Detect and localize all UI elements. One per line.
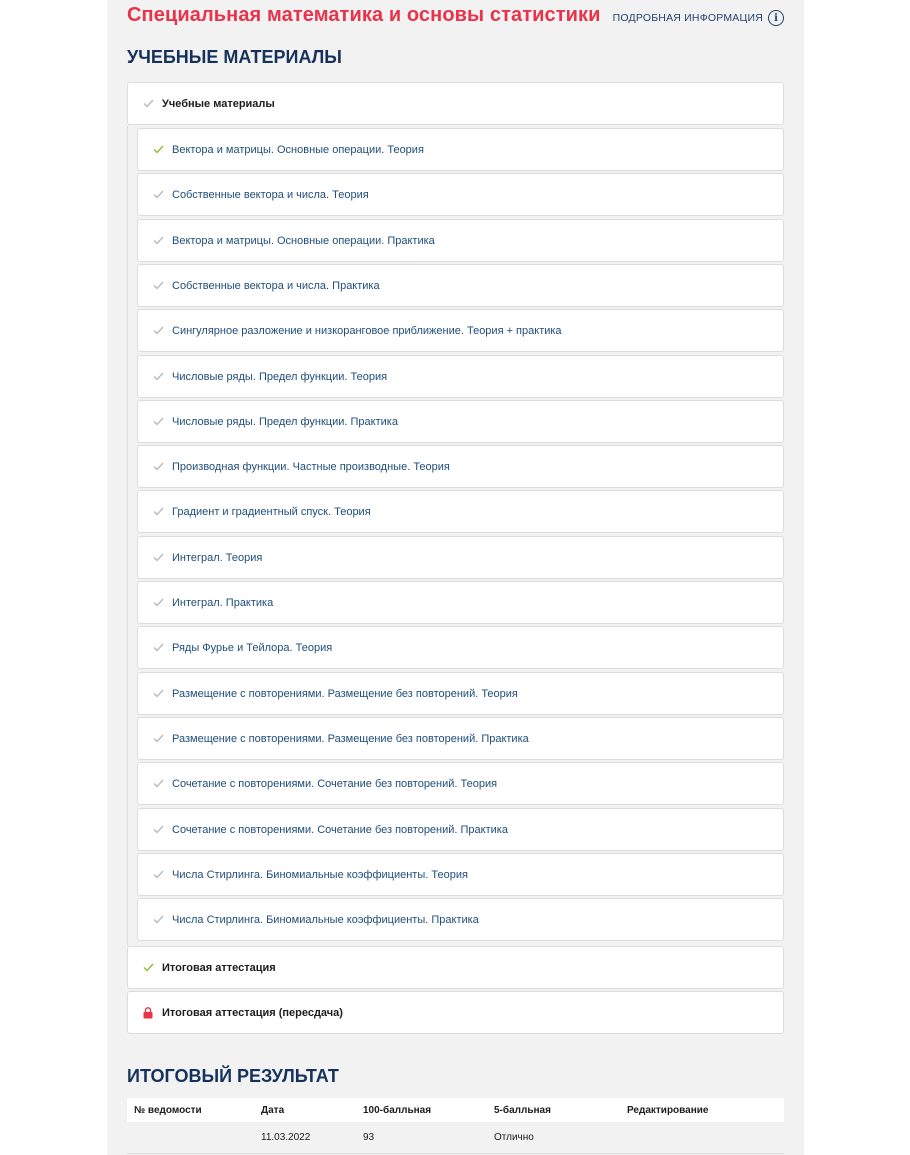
material-item-label: Числовые ряды. Предел функции. Теория: [172, 370, 388, 383]
course-page: [107, 0, 804, 1155]
material-item[interactable]: [137, 626, 784, 669]
material-item-label: Собственные вектора и числа. Практика: [172, 279, 380, 292]
table-cell-date: 11.03.2022: [261, 1132, 311, 1143]
check-icon: [152, 643, 164, 652]
material-item[interactable]: [137, 445, 784, 488]
column-header: 5-балльная: [494, 1104, 551, 1116]
check-icon: [152, 462, 164, 471]
check-icon: [152, 281, 164, 290]
submenu-guide-line: [127, 126, 128, 946]
final-attestation-label: Итоговая аттестация: [162, 961, 276, 974]
material-item[interactable]: [137, 762, 784, 805]
column-header: № ведомости: [134, 1104, 202, 1116]
table-cell-grade-5: Отлично: [494, 1132, 534, 1143]
material-item-label: Вектора и матрицы. Основные операции. Теория: [172, 143, 424, 156]
materials-group-row[interactable]: [127, 82, 784, 125]
column-header: 100-балльная: [363, 1104, 432, 1116]
check-icon: [152, 372, 164, 381]
check-icon: [152, 598, 164, 607]
material-item-label: Сочетание с повторениями. Сочетание без повторений. Практика: [172, 823, 508, 836]
column-header: Дата: [261, 1104, 285, 1116]
check-icon: [152, 779, 164, 788]
check-icon: [152, 190, 164, 199]
materials-group-label: Учебные материалы: [162, 97, 275, 110]
material-item[interactable]: [137, 581, 784, 624]
table-cell-score-100: 93: [363, 1132, 375, 1143]
result-table: [127, 1098, 784, 1154]
result-table-header: [127, 1098, 784, 1122]
material-item-label: Интеграл. Теория: [172, 551, 263, 564]
material-item[interactable]: [137, 536, 784, 579]
course-title: Специальная математика и основы статистики: [127, 4, 601, 26]
retake-attestation-label: Итоговая аттестация (пересдача): [162, 1006, 343, 1019]
check-icon: [152, 734, 164, 743]
check-icon: [152, 326, 164, 335]
material-item-label: Сингулярное разложение и низкоранговое приближение. Теория + практика: [172, 324, 562, 337]
material-item-label: Сочетание с повторениями. Сочетание без повторений. Теория: [172, 777, 498, 790]
check-icon: [142, 963, 154, 972]
check-icon: [152, 689, 164, 698]
info-icon[interactable]: i: [768, 10, 784, 26]
material-item[interactable]: [137, 128, 784, 171]
material-item[interactable]: [137, 400, 784, 443]
material-item[interactable]: [137, 264, 784, 307]
retake-attestation-row[interactable]: [127, 991, 784, 1034]
material-item[interactable]: [137, 219, 784, 262]
check-icon: [152, 870, 164, 879]
material-item-label: Ряды Фурье и Тейлора. Теория: [172, 641, 333, 654]
check-icon: [152, 507, 164, 516]
material-item-label: Собственные вектора и числа. Теория: [172, 188, 369, 201]
result-section-title: ИТОГОВЫЙ РЕЗУЛЬТАТ: [127, 1066, 339, 1086]
table-row: [127, 1122, 784, 1154]
check-icon: [152, 236, 164, 245]
material-item-label: Интеграл. Практика: [172, 596, 274, 609]
material-item-label: Числа Стирлинга. Биномиальные коэффициенты. Практика: [172, 913, 479, 926]
details-link-label[interactable]: ПОДРОБНАЯ ИНФОРМАЦИЯ: [612, 12, 763, 24]
material-item-label: Размещение с повторениями. Размещение без повторений. Практика: [172, 732, 529, 745]
material-item-label: Градиент и градиентный спуск. Теория: [172, 505, 371, 518]
lock-icon: [142, 1007, 154, 1019]
column-header: Редактирование: [627, 1104, 709, 1116]
final-attestation-row[interactable]: [127, 946, 784, 989]
material-item[interactable]: [137, 672, 784, 715]
material-item[interactable]: [137, 490, 784, 533]
details-link[interactable]: [613, 10, 784, 26]
check-icon: [152, 553, 164, 562]
material-item[interactable]: [137, 309, 784, 352]
check-icon: [152, 915, 164, 924]
material-item[interactable]: [137, 355, 784, 398]
material-item-label: Вектора и матрицы. Основные операции. Практика: [172, 234, 435, 247]
material-item-label: Размещение с повторениями. Размещение без повторений. Теория: [172, 687, 518, 700]
material-item-label: Производная функции. Частные производные. Теория: [172, 460, 450, 473]
check-icon: [152, 145, 164, 154]
material-item-label: Числовые ряды. Предел функции. Практика: [172, 415, 398, 428]
course-header: [127, 0, 784, 36]
material-item[interactable]: [137, 173, 784, 216]
check-icon: [152, 825, 164, 834]
material-item-label: Числа Стирлинга. Биномиальные коэффициенты. Теория: [172, 868, 468, 881]
material-item[interactable]: [137, 717, 784, 760]
check-icon: [142, 99, 154, 108]
check-icon: [152, 417, 164, 426]
materials-section-title: УЧЕБНЫЕ МАТЕРИАЛЫ: [127, 47, 342, 67]
material-item[interactable]: [137, 808, 784, 851]
material-item[interactable]: [137, 898, 784, 941]
material-item[interactable]: [137, 853, 784, 896]
